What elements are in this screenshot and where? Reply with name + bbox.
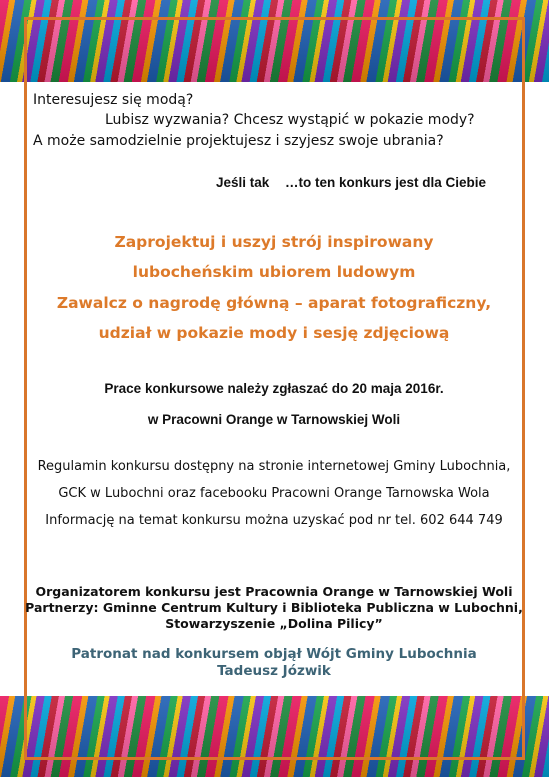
organizers-line-2: Partnerzy: Gminne Centrum Kultury i Biblioteka Publiczna w Lubochni, [25, 600, 523, 615]
info-line-1: Regulamin konkursu dostępny na stronie internetowej Gminy Lubochnia, [37, 459, 511, 474]
highlight-line-2: lubocheńskim ubiorem ludowym [132, 263, 416, 281]
highlight-line-1: Zaprojektuj i uszyj strój inspirowany [114, 233, 434, 251]
intro-line-1: Interesujesz się modą? [33, 92, 194, 108]
intro-line-2: Lubisz wyzwania? Chcesz wystąpić w pokazie mody? [105, 112, 475, 128]
intro-line-3: A może samodzielnie projektujesz i szyjesz swoje ubrania? [33, 133, 444, 149]
deadline-line-2: w Pracowni Orange w Tarnowskiej Woli [147, 412, 401, 427]
organizers-line-3: Stowarzyszenie „Dolina Pilicy” [165, 616, 383, 631]
highlight-line-4: udział w pokazie mody i sesję zdjęciową [98, 324, 450, 342]
patronage-line-1: Patronat nad konkursem objął Wójt Gminy Lubochnia [71, 646, 477, 662]
organizers-line-1: Organizatorem konkursu jest Pracownia Orange w Tarnowskiej Woli [35, 584, 513, 599]
info-line-3: Informację na temat konkursu można uzyskać pod nr tel. 602 644 749 [45, 513, 503, 528]
deadline-line-1: Prace konkursowe należy zgłaszać do 20 maja 2016r. [104, 381, 444, 396]
intro-line-4-part-1: Jeśli tak [216, 175, 270, 190]
patronage-line-2: Tadeusz Józwik [217, 663, 331, 679]
highlight-line-3: Zawalcz o nagrodę główną – aparat fotograficzny, [56, 294, 492, 312]
info-line-2: GCK w Lubochni oraz facebooku Pracowni Orange Tarnowska Wola [58, 486, 490, 501]
intro-line-4-part-2: …to ten konkurs jest dla Ciebie [285, 175, 487, 190]
